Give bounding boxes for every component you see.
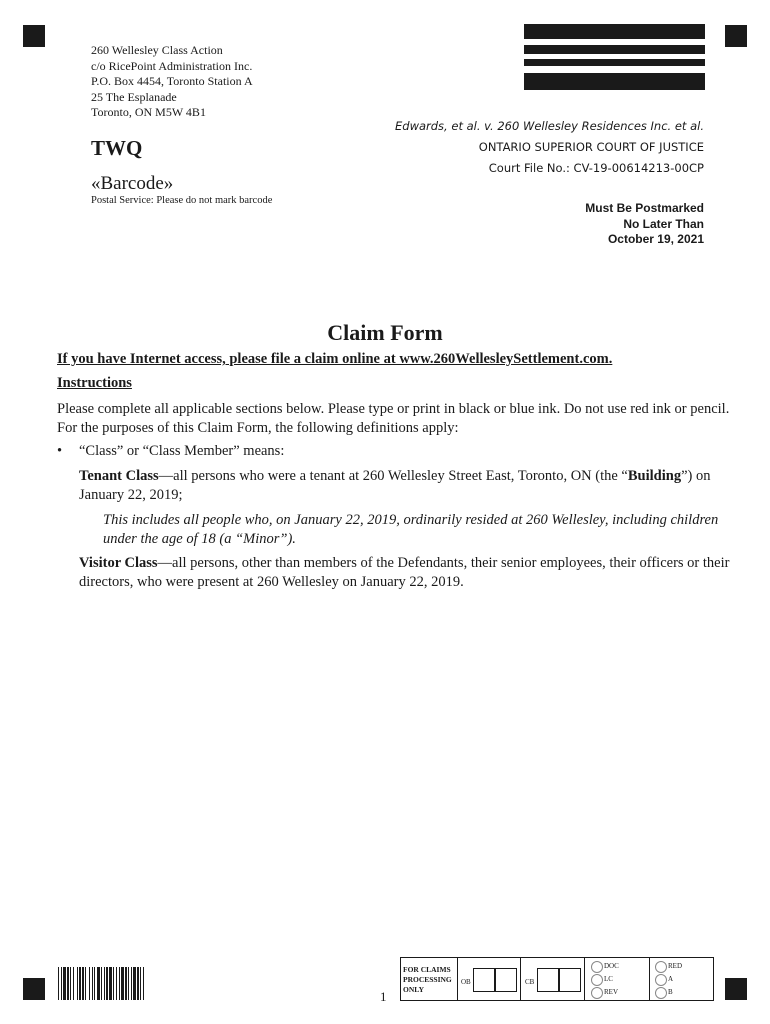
visitor-class-term: Visitor Class bbox=[79, 555, 158, 571]
case-title: Edwards, et al. v. 260 Wellesley Residences Inc. et al. bbox=[395, 119, 704, 133]
footer-barcode bbox=[58, 967, 228, 1000]
barcode-stripe bbox=[144, 967, 147, 1000]
divider bbox=[520, 958, 521, 1000]
minor-note: This includes all people who, on January 22, 2019, ordinarily resided at 260 Wellesley, including children under the age of 18 (a “Minor”). bbox=[103, 512, 719, 547]
postmark-line: No Later Than bbox=[623, 216, 704, 231]
page-number: 1 bbox=[380, 989, 387, 1004]
cb-box-2[interactable] bbox=[559, 968, 581, 992]
return-address bbox=[91, 43, 253, 121]
court-file-number: Court File No.: CV-19-00614213-00CP bbox=[488, 161, 704, 175]
registration-mark-top-left bbox=[23, 25, 45, 47]
tenant-class-text: —all persons who were a tenant at 260 Wellesley Street East, Toronto, ON (the “ bbox=[158, 468, 628, 484]
case-info bbox=[395, 116, 704, 179]
instructions-heading: Instructions bbox=[57, 375, 132, 391]
tenant-class-term: Tenant Class bbox=[79, 468, 159, 484]
tenant-class-text-end: ”) on January 22, 2019; bbox=[79, 468, 711, 503]
building-term: Building bbox=[627, 468, 682, 484]
address-line: c/o RicePoint Administration Inc. bbox=[91, 58, 253, 73]
ob-box-2[interactable] bbox=[495, 968, 517, 992]
tenant-class-definition bbox=[79, 467, 749, 505]
a-checkbox[interactable] bbox=[655, 974, 667, 986]
address-line: P.O. Box 4454, Toronto Station A bbox=[91, 74, 253, 89]
divider bbox=[649, 958, 650, 1000]
visitor-class-definition bbox=[79, 554, 751, 592]
a-label: A bbox=[668, 975, 674, 983]
class-definition-intro: “Class” or “Class Member” means: bbox=[79, 443, 285, 459]
processing-label-line: PROCESSING bbox=[403, 975, 452, 984]
red-checkbox[interactable] bbox=[655, 961, 667, 973]
red-label: RED bbox=[668, 962, 682, 970]
doc-label: DOC bbox=[604, 962, 619, 970]
postal-bar-1 bbox=[524, 24, 705, 39]
divider bbox=[457, 958, 458, 1000]
cb-label: CB bbox=[525, 978, 535, 986]
registration-mark-bottom-right bbox=[725, 978, 747, 1000]
processing-label-line: FOR CLAIMS bbox=[403, 965, 451, 974]
address-line: Toronto, ON M5W 4B1 bbox=[91, 105, 206, 120]
rev-checkbox[interactable] bbox=[591, 987, 603, 999]
postmark-line: Must Be Postmarked bbox=[585, 201, 704, 215]
form-title: Claim Form bbox=[327, 320, 443, 345]
postal-bar-2 bbox=[524, 45, 705, 54]
divider bbox=[584, 958, 585, 1000]
postmark-date: October 19, 2021 bbox=[607, 232, 704, 246]
b-label: B bbox=[668, 988, 673, 996]
visitor-class-text: —all persons, other than members of the Defendants, their senior employees, their officers or their directors, who were present at 260 Wellesley on January 22, 2019. bbox=[79, 555, 730, 590]
barcode-placeholder: «Barcode» bbox=[91, 173, 174, 194]
cb-box-1[interactable] bbox=[537, 968, 559, 992]
instructions-text: Please complete all applicable sections below. Please type or print in black or blue ink. Do not use red ink or pencil. For the purposes of this Claim Form, the following definitions apply: bbox=[57, 401, 730, 436]
bullet-marker: • bbox=[57, 443, 63, 459]
postal-bar-4 bbox=[524, 73, 705, 90]
mail-code: TWQ bbox=[91, 136, 143, 160]
registration-mark-top-right bbox=[725, 25, 747, 47]
processing-label bbox=[403, 965, 452, 995]
court-name: ONTARIO SUPERIOR COURT OF JUSTICE bbox=[478, 140, 704, 154]
ob-box-1[interactable] bbox=[473, 968, 495, 992]
postmark-deadline bbox=[585, 201, 704, 248]
claims-processing-box bbox=[400, 957, 714, 1001]
processing-label-line: ONLY bbox=[403, 985, 424, 994]
b-checkbox[interactable] bbox=[655, 987, 667, 999]
address-line: 25 The Esplanade bbox=[91, 89, 177, 104]
lc-label: LC bbox=[604, 975, 613, 983]
online-filing-notice: If you have Internet access, please file a claim online at www.260WellesleySettlement.com. bbox=[57, 351, 613, 367]
ob-label: OB bbox=[461, 978, 471, 986]
address-line: 260 Wellesley Class Action bbox=[91, 43, 223, 57]
postal-bar-3 bbox=[524, 59, 705, 66]
postal-note: Postal Service: Please do not mark barcode bbox=[91, 195, 273, 206]
rev-label: REV bbox=[604, 988, 618, 996]
lc-checkbox[interactable] bbox=[591, 974, 603, 986]
doc-checkbox[interactable] bbox=[591, 961, 603, 973]
registration-mark-bottom-left bbox=[23, 978, 45, 1000]
